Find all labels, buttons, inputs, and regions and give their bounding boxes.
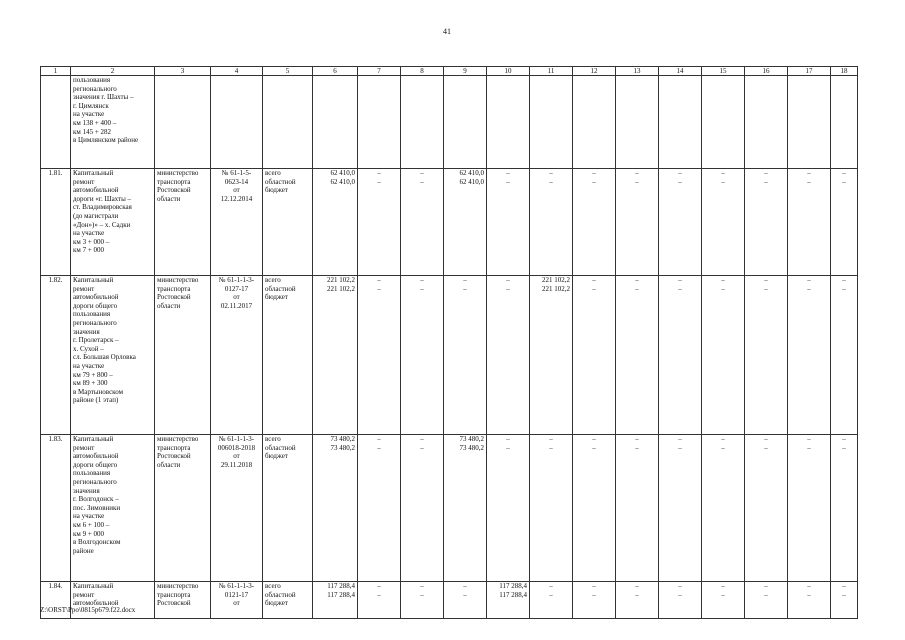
value-all: – [420, 582, 424, 590]
value-all: – [764, 435, 768, 443]
source-regional: областной бюджет [265, 590, 296, 608]
year-9 [444, 582, 487, 619]
year-10 [487, 276, 530, 435]
column-header-12: 12 [573, 67, 616, 76]
value-all: – [721, 169, 725, 177]
value-regional: – [592, 284, 596, 293]
value-all: – [721, 435, 725, 443]
year-11 [530, 169, 573, 276]
value-all: – [506, 276, 510, 284]
value-regional: – [635, 284, 639, 293]
total-all: 117 288,4 [327, 582, 355, 590]
value-all: – [592, 435, 596, 443]
object-name: Капитальный ремонт автомобильной дороги общего пользования регионального значения г. Волгодонск – пос. Зимовники на участке км 6 + 100 – км 9 + 000 в Волгодонском районе [71, 435, 155, 582]
year-13 [616, 169, 659, 276]
year-18 [831, 435, 858, 582]
column-header-4: 4 [211, 67, 263, 76]
value-all: – [377, 435, 381, 443]
value-all: – [592, 169, 596, 177]
responsible-org: министерство транспорта Ростовской области [155, 435, 211, 582]
value-regional: – [842, 443, 846, 452]
total-regional: 117 288,4 [327, 590, 355, 599]
year-8 [401, 276, 444, 435]
column-header-10: 10 [487, 67, 530, 76]
value-all: – [506, 169, 510, 177]
column-header-7: 7 [358, 67, 401, 76]
value-all: – [678, 169, 682, 177]
value-regional: – [463, 284, 467, 293]
year-16 [745, 276, 788, 435]
year-11 [530, 582, 573, 619]
total-regional: 62 410,0 [330, 177, 355, 186]
responsible-org: министерство транспорта Ростовской области [155, 276, 211, 435]
funding-source [263, 276, 313, 435]
object-name: Капитальный ремонт автомобильной дороги общего пользования регионального значения г. Пролетарск – х. Сухой – сл. Большая Орловка на участке км 79 + 800 – км 89 + 300 в Мартыновском районе (1 этап) [71, 276, 155, 435]
year-13 [616, 435, 659, 582]
source-all: всего [265, 276, 281, 284]
value-all: – [420, 169, 424, 177]
cell-name: пользования регионального значения г. Шахты – г. Цимлянск на участке км 138 + 400 – км 145 + 282 в Цимлянском районе [71, 76, 155, 169]
value-regional: – [377, 284, 381, 293]
value-all: – [377, 582, 381, 590]
column-header-18: 18 [831, 67, 858, 76]
year-15 [702, 435, 745, 582]
design-doc: № 61-1-1-3- 006018-2018 от 29.11.2018 [211, 435, 263, 582]
year-8 [401, 582, 444, 619]
year-14 [659, 435, 702, 582]
value-regional: 117 288,4 [499, 590, 527, 599]
value-regional: 221 102,2 [542, 284, 570, 293]
year-13 [616, 276, 659, 435]
value-all: – [807, 169, 811, 177]
value-regional: – [721, 177, 725, 186]
value-regional: – [635, 590, 639, 599]
value-all: – [635, 435, 639, 443]
value-all: – [549, 582, 553, 590]
source-regional: областной бюджет [265, 177, 296, 195]
column-header-13: 13 [616, 67, 659, 76]
responsible-org: министерство транспорта Ростовской [155, 582, 211, 619]
value-all: – [549, 169, 553, 177]
value-all: – [842, 169, 846, 177]
value-regional: – [678, 284, 682, 293]
row-number: 1.81. [41, 169, 71, 276]
value-regional: – [764, 443, 768, 452]
design-doc: № 61-1-1-3- 0121-17 от [211, 582, 263, 619]
value-regional: – [807, 443, 811, 452]
year-15 [702, 169, 745, 276]
value-all: – [842, 276, 846, 284]
year-9 [444, 169, 487, 276]
value-all: – [721, 582, 725, 590]
value-regional: – [635, 177, 639, 186]
year-14 [659, 169, 702, 276]
row-number: 1.82. [41, 276, 71, 435]
value-all: – [463, 582, 467, 590]
year-12 [573, 276, 616, 435]
value-regional: – [678, 443, 682, 452]
year-10 [487, 582, 530, 619]
value-regional: – [678, 177, 682, 186]
source-regional: областной бюджет [265, 284, 296, 302]
value-regional: – [592, 177, 596, 186]
object-name: Капитальный ремонт автомобильной [71, 582, 155, 619]
total-all: 73 480,2 [330, 435, 355, 443]
value-all: – [463, 276, 467, 284]
footer-file-path: Z:\ORST\Ppo\0815p679.f22.docx [40, 606, 136, 614]
value-all: – [635, 582, 639, 590]
page-number: 41 [443, 27, 451, 36]
year-17 [788, 169, 831, 276]
value-all: – [678, 582, 682, 590]
value-regional: – [549, 590, 553, 599]
value-regional: – [377, 177, 381, 186]
year-12 [573, 582, 616, 619]
value-regional: – [764, 177, 768, 186]
year-18 [831, 276, 858, 435]
value-all: – [678, 435, 682, 443]
year-16 [745, 435, 788, 582]
object-name: Капитальный ремонт автомобильной дороги «г. Шахты – ст. Владимировская (до магистрали «Дон»)» – х. Садки на участке км 3 + 000 – км 7 + 000 [71, 169, 155, 276]
total-all: 221 102,2 [327, 276, 355, 284]
value-all: 62 410,0 [459, 169, 484, 177]
year-12 [573, 435, 616, 582]
value-regional: – [506, 177, 510, 186]
value-all: – [764, 169, 768, 177]
value-all: – [592, 582, 596, 590]
value-regional: – [592, 590, 596, 599]
value-all: – [807, 582, 811, 590]
value-regional: – [807, 177, 811, 186]
value-all: – [842, 582, 846, 590]
design-doc: № 61-1-5- 0623-14 от 12.12.2014 [211, 169, 263, 276]
value-regional: – [506, 443, 510, 452]
design-doc: № 61-1-1-3- 0127-17 от 02.11.2017 [211, 276, 263, 435]
funding-source [263, 582, 313, 619]
column-header-3: 3 [155, 67, 211, 76]
total-amount [313, 169, 358, 276]
column-header-5: 5 [263, 67, 313, 76]
value-regional: – [678, 590, 682, 599]
value-all: – [592, 276, 596, 284]
row-number: 1.84. [41, 582, 71, 619]
value-all: – [764, 276, 768, 284]
column-header-8: 8 [401, 67, 444, 76]
column-header-2: 2 [71, 67, 155, 76]
value-regional: – [635, 443, 639, 452]
budget-table [40, 66, 858, 619]
funding-source [263, 169, 313, 276]
source-all: всего [265, 582, 281, 590]
value-regional: – [721, 590, 725, 599]
value-regional: – [721, 443, 725, 452]
value-all: – [506, 435, 510, 443]
column-header-9: 9 [444, 67, 487, 76]
value-regional: – [420, 284, 424, 293]
column-header-16: 16 [745, 67, 788, 76]
total-amount [313, 435, 358, 582]
year-17 [788, 435, 831, 582]
value-regional: – [549, 177, 553, 186]
year-18 [831, 582, 858, 619]
value-all: 73 480,2 [459, 435, 484, 443]
funding-source [263, 435, 313, 582]
total-regional: 221 102,2 [327, 284, 355, 293]
source-regional: областной бюджет [265, 443, 296, 461]
value-all: – [377, 276, 381, 284]
value-all: – [721, 276, 725, 284]
value-regional: 62 410,0 [459, 177, 484, 186]
value-regional: – [506, 284, 510, 293]
value-all: – [549, 435, 553, 443]
table-row [41, 435, 858, 582]
row-number: 1.83. [41, 435, 71, 582]
year-7 [358, 582, 401, 619]
cell-num [41, 76, 71, 169]
column-header-17: 17 [788, 67, 831, 76]
year-16 [745, 582, 788, 619]
year-14 [659, 582, 702, 619]
column-header-11: 11 [530, 67, 573, 76]
value-regional: – [420, 590, 424, 599]
value-regional: – [764, 284, 768, 293]
total-amount [313, 276, 358, 435]
value-regional: – [549, 443, 553, 452]
value-all: 221 102,2 [542, 276, 570, 284]
value-all: 117 288,4 [499, 582, 527, 590]
value-regional: – [377, 443, 381, 452]
year-11 [530, 276, 573, 435]
value-all: – [764, 582, 768, 590]
year-9 [444, 276, 487, 435]
value-all: – [420, 276, 424, 284]
year-14 [659, 276, 702, 435]
value-regional: – [807, 590, 811, 599]
value-all: – [678, 276, 682, 284]
year-11 [530, 435, 573, 582]
column-header-1: 1 [41, 67, 71, 76]
column-number-row [41, 67, 858, 76]
total-regional: 73 480,2 [330, 443, 355, 452]
year-15 [702, 582, 745, 619]
value-regional: – [842, 284, 846, 293]
continuation-row [41, 76, 858, 169]
table-row [41, 169, 858, 276]
year-8 [401, 169, 444, 276]
value-all: – [635, 169, 639, 177]
total-amount [313, 582, 358, 619]
value-regional: – [377, 590, 381, 599]
value-regional: – [463, 590, 467, 599]
value-all: – [807, 276, 811, 284]
source-all: всего [265, 169, 281, 177]
value-regional: – [592, 443, 596, 452]
column-header-15: 15 [702, 67, 745, 76]
value-regional: – [807, 284, 811, 293]
responsible-org: министерство транспорта Ростовской области [155, 169, 211, 276]
source-all: всего [265, 435, 281, 443]
year-10 [487, 435, 530, 582]
table-row [41, 582, 858, 619]
value-regional: – [420, 443, 424, 452]
value-all: – [420, 435, 424, 443]
column-header-14: 14 [659, 67, 702, 76]
year-17 [788, 276, 831, 435]
value-regional: – [842, 590, 846, 599]
year-7 [358, 435, 401, 582]
value-regional: 73 480,2 [459, 443, 484, 452]
table-row [41, 276, 858, 435]
year-8 [401, 435, 444, 582]
year-15 [702, 276, 745, 435]
year-10 [487, 169, 530, 276]
value-all: – [807, 435, 811, 443]
year-18 [831, 169, 858, 276]
column-header-6: 6 [313, 67, 358, 76]
value-regional: – [842, 177, 846, 186]
value-all: – [842, 435, 846, 443]
value-regional: – [721, 284, 725, 293]
value-regional: – [420, 177, 424, 186]
year-7 [358, 169, 401, 276]
year-16 [745, 169, 788, 276]
year-9 [444, 435, 487, 582]
year-17 [788, 582, 831, 619]
value-all: – [635, 276, 639, 284]
total-all: 62 410,0 [330, 169, 355, 177]
value-all: – [377, 169, 381, 177]
year-13 [616, 582, 659, 619]
value-regional: – [764, 590, 768, 599]
year-7 [358, 276, 401, 435]
year-12 [573, 169, 616, 276]
